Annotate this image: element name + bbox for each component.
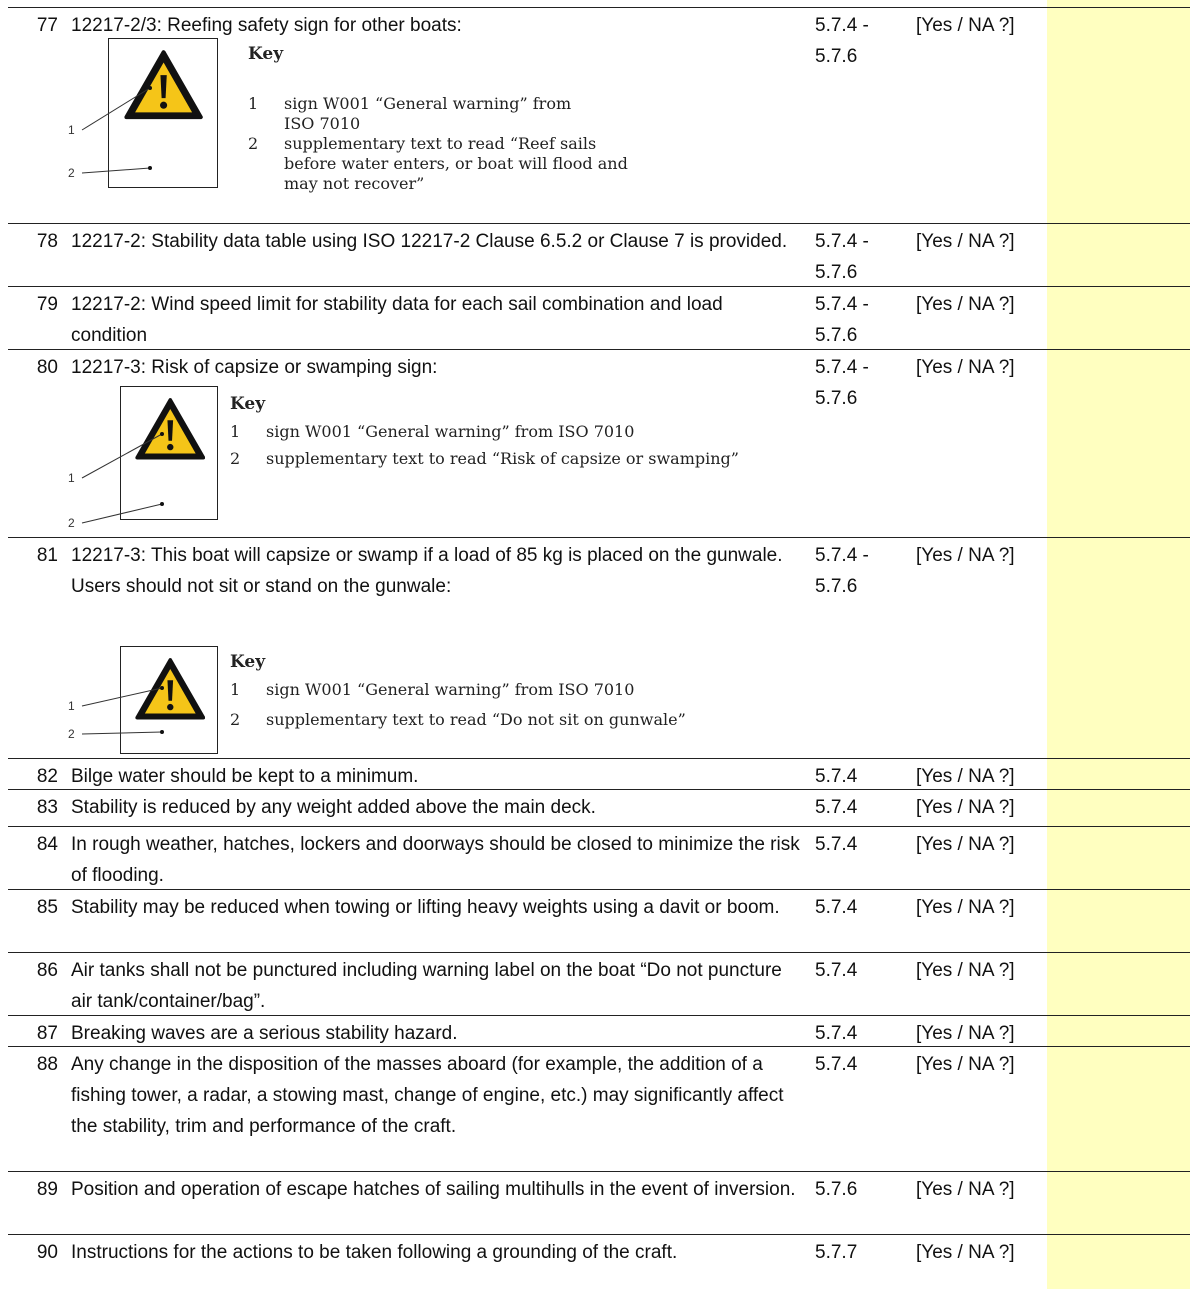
key-item-text: sign W001 “General warning” from ISO 7010: [284, 94, 572, 133]
key-title: Key: [248, 44, 284, 64]
table-row: [8, 7, 1190, 223]
callout-point: [160, 432, 164, 436]
callout-point: [148, 166, 152, 170]
key-item-text: sign W001 “General warning” from ISO 7010: [266, 680, 635, 699]
callout-point: [160, 502, 164, 506]
requirement-text: Any change in the disposition of the masses aboard (for example, the addition of a fishing tower, a radar, a stowing mast, change of engine, etc.) may significantly affect the stability, trim and performance of the craft.: [71, 1054, 784, 1137]
table-row: [8, 286, 1190, 349]
callout-number: 2: [68, 516, 75, 530]
requirement-text: Breaking waves are a serious stability hazard.: [71, 1023, 458, 1044]
key-item-number: 1: [248, 94, 259, 113]
requirement-text: 12217-3: Risk of capsize or swamping sign:: [71, 357, 438, 378]
clause-reference: 5.7.4 - 5.7.6: [815, 231, 869, 283]
callout-line: [82, 434, 162, 478]
callout-point: [160, 686, 164, 690]
row-number: 88: [36, 1054, 58, 1075]
table-row: [8, 1046, 1190, 1171]
callout-lines: [8, 538, 228, 759]
answer-field[interactable]: [Yes / NA ?]: [916, 357, 1015, 378]
clause-reference: 5.7.4 - 5.7.6: [815, 357, 869, 409]
requirement-text: Air tanks shall not be punctured including warning label on the boat “Do not puncture air tank/container/bag”.: [71, 960, 782, 1012]
answer-field[interactable]: [Yes / NA ?]: [916, 834, 1015, 855]
clause-reference: 5.7.4: [815, 797, 858, 818]
callout-line: [82, 504, 162, 523]
key-title: Key: [230, 652, 266, 672]
key-item-number: 1: [230, 422, 241, 441]
clause-reference: 5.7.4: [815, 834, 858, 855]
requirement-text: Instructions for the actions to be taken following a grounding of the craft.: [71, 1242, 678, 1263]
key-title: Key: [230, 394, 266, 414]
clause-reference: 5.7.4: [815, 1054, 858, 1075]
requirement-text: Position and operation of escape hatches of sailing multihulls in the event of inversion.: [71, 1179, 796, 1200]
row-number: 79: [36, 294, 58, 315]
requirement-text: 12217-2: Stability data table using ISO 12217-2 Clause 6.5.2 or Clause 7 is provided.: [71, 231, 788, 252]
row-number: 82: [36, 766, 58, 787]
answer-field[interactable]: [Yes / NA ?]: [916, 1242, 1015, 1263]
table-row: [8, 349, 1190, 537]
row-number: 87: [36, 1023, 58, 1044]
clause-reference: 5.7.4: [815, 960, 858, 981]
clause-reference: 5.7.4: [815, 766, 858, 787]
key-item-text: sign W001 “General warning” from ISO 7010: [266, 422, 635, 441]
answer-field[interactable]: [Yes / NA ?]: [916, 1179, 1015, 1200]
answer-field[interactable]: [Yes / NA ?]: [916, 1054, 1015, 1075]
answer-field[interactable]: [Yes / NA ?]: [916, 294, 1015, 315]
row-number: 78: [36, 231, 58, 252]
table-row: [8, 537, 1190, 758]
key-item-text: supplementary text to read “Do not sit on gunwale”: [266, 710, 686, 729]
sign-key-legend: [248, 44, 628, 193]
callout-lines: [8, 8, 228, 224]
clause-reference: 5.7.4 - 5.7.6: [815, 545, 869, 597]
clause-reference: 5.7.7: [815, 1242, 858, 1263]
row-number: 89: [36, 1179, 58, 1200]
key-item-text: supplementary text to read “Reef sails before water enters, or boat will flood and may not recover”: [284, 134, 628, 193]
requirement-text: 12217-3: This boat will capsize or swamp if a load of 85 kg is placed on the gunwale. Users should not sit or stand on the gunwale:: [71, 545, 783, 597]
table-row: [8, 826, 1190, 889]
clause-reference: 5.7.6: [815, 1179, 858, 1200]
requirement-text: 12217-2/3: Reefing safety sign for other boats:: [71, 15, 462, 36]
clause-reference: 5.7.4 - 5.7.6: [815, 294, 869, 346]
answer-field[interactable]: [Yes / NA ?]: [916, 15, 1015, 36]
table-row: [8, 1234, 1190, 1289]
clause-reference: 5.7.4: [815, 897, 858, 918]
table-row: [8, 789, 1190, 826]
callout-number: 2: [68, 166, 75, 180]
callout-line: [82, 732, 162, 734]
table-row: [8, 889, 1190, 952]
key-item-number: 2: [230, 710, 241, 729]
callout-point: [160, 730, 164, 734]
answer-field[interactable]: [Yes / NA ?]: [916, 766, 1015, 787]
key-item-number: 1: [230, 680, 241, 699]
callout-line: [82, 88, 150, 130]
row-number: 86: [36, 960, 58, 981]
row-number: 80: [36, 357, 58, 378]
answer-field[interactable]: [Yes / NA ?]: [916, 545, 1015, 566]
requirement-text: Stability may be reduced when towing or lifting heavy weights using a davit or boom.: [71, 897, 780, 918]
answer-field[interactable]: [Yes / NA ?]: [916, 960, 1015, 981]
callout-number: 1: [68, 123, 75, 137]
sign-key-legend: [230, 394, 739, 468]
callout-number: 1: [68, 471, 75, 485]
answer-field[interactable]: [Yes / NA ?]: [916, 1023, 1015, 1044]
clause-reference: 5.7.4: [815, 1023, 858, 1044]
answer-field[interactable]: [Yes / NA ?]: [916, 797, 1015, 818]
requirement-text: Bilge water should be kept to a minimum.: [71, 766, 419, 787]
row-number: 84: [36, 834, 58, 855]
clause-reference: 5.7.4 - 5.7.6: [815, 15, 869, 67]
requirement-text: In rough weather, hatches, lockers and doorways should be closed to minimize the risk of flooding.: [71, 834, 800, 886]
answer-field[interactable]: [Yes / NA ?]: [916, 897, 1015, 918]
row-number: 85: [36, 897, 58, 918]
row-number: 83: [36, 797, 58, 818]
callout-number: 2: [68, 727, 75, 741]
table-row: [8, 1171, 1190, 1234]
requirement-text: 12217-2: Wind speed limit for stability data for each sail combination and load condition: [71, 294, 723, 346]
callout-line: [82, 688, 162, 706]
row-number: 81: [36, 545, 58, 566]
row-number: 90: [36, 1242, 58, 1263]
callout-line: [82, 168, 150, 173]
table-row: [8, 952, 1190, 1015]
table-row: [8, 223, 1190, 286]
requirement-text: Stability is reduced by any weight added above the main deck.: [71, 797, 596, 818]
answer-field[interactable]: [Yes / NA ?]: [916, 231, 1015, 252]
row-number: 77: [36, 15, 58, 36]
callout-point: [148, 86, 152, 90]
table-row: [8, 1015, 1190, 1046]
table-row: [8, 758, 1190, 789]
key-item-number: 2: [230, 449, 241, 468]
callout-lines: [8, 350, 228, 538]
callout-number: 1: [68, 699, 75, 713]
sign-key-legend: [230, 652, 686, 729]
key-item-number: 2: [248, 134, 259, 153]
key-item-text: supplementary text to read “Risk of capsize or swamping”: [266, 449, 739, 468]
